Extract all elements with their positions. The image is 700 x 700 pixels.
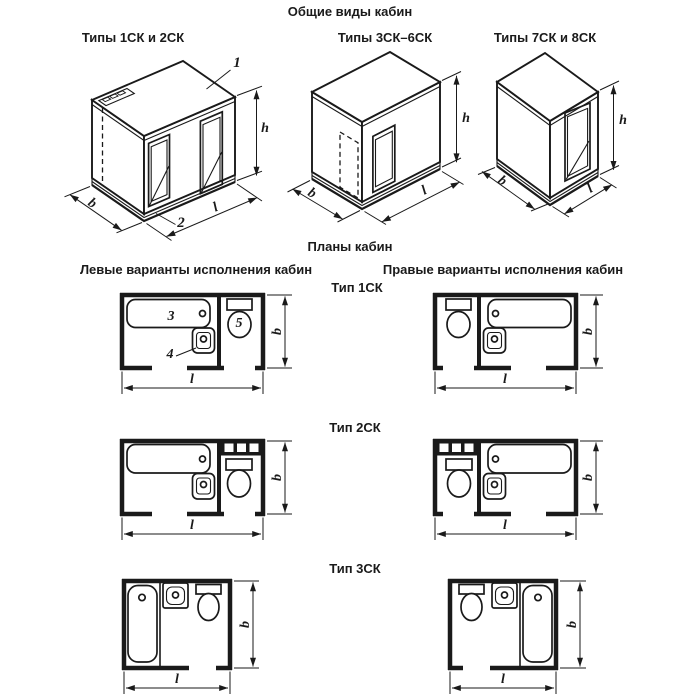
bathtub — [523, 586, 552, 663]
toilet-cistern — [459, 585, 484, 595]
vent-slot — [225, 444, 234, 453]
plan-type2-right — [433, 439, 603, 540]
title-left-variants: Левые варианты исполнения кабин — [79, 262, 313, 277]
dim-label-b: b — [565, 621, 580, 628]
toilet-bowl — [228, 470, 251, 497]
dim-label-l: l — [419, 183, 430, 199]
dim-label-b: b — [494, 173, 510, 190]
dim-label-h: h — [619, 113, 627, 128]
toilet-bowl — [198, 594, 219, 621]
washbasin — [484, 328, 506, 353]
callout-4-leader — [176, 348, 196, 356]
dim-label-b: b — [304, 185, 319, 202]
title-plans: Планы кабин — [307, 239, 393, 254]
dim-label-l: l — [190, 518, 194, 533]
dim-label-l: l — [584, 181, 596, 197]
toilet-cistern — [226, 459, 252, 470]
title-right-variants: Правые варианты исполнения кабин — [382, 262, 624, 277]
toilet-cistern — [446, 299, 471, 310]
dim-label-b: b — [581, 474, 596, 481]
toilet-cistern — [227, 299, 252, 310]
dim-label-l: l — [210, 200, 221, 216]
plan-label-type-2: Тип 2СК — [329, 420, 381, 435]
callout-base-pallet: 2 — [177, 215, 185, 231]
isometric-cabin-types-7-8 — [478, 53, 627, 217]
toilet-cistern — [196, 585, 221, 595]
toilet-bowl — [448, 470, 471, 497]
plan-type3-right — [448, 579, 586, 694]
plan-type1-right — [433, 293, 603, 394]
dim-label-l: l — [503, 372, 507, 387]
title-general-views: Общие виды кабин — [287, 4, 413, 19]
dim-label-b: b — [238, 621, 253, 628]
plan-type2-left — [120, 439, 292, 540]
h-extension-lines — [600, 81, 619, 175]
dim-label-l: l — [175, 672, 179, 687]
bathtub — [127, 445, 210, 474]
vent-slot — [440, 444, 449, 453]
plan-label-type-3: Тип 3СК — [329, 561, 381, 576]
callout-bathtub: 3 — [167, 309, 175, 324]
bathtub — [488, 300, 571, 328]
callout-washbasin: 4 — [166, 347, 174, 362]
dim-label-l: l — [190, 372, 194, 387]
bathtub — [488, 445, 571, 474]
plan-type1-left — [120, 293, 292, 394]
washbasin — [193, 474, 215, 500]
vent-slot — [237, 444, 246, 453]
isometric-cabin-types-1-2 — [65, 55, 270, 241]
callout-2-leader — [156, 214, 176, 225]
dim-label-l: l — [501, 672, 505, 687]
plan-label-type-1: Тип 1СК — [331, 280, 383, 295]
toilet-cistern — [446, 459, 472, 470]
bathtub — [128, 586, 157, 663]
dim-label-h: h — [261, 121, 269, 136]
callout-toilet: 5 — [235, 316, 243, 331]
vent-slot — [452, 444, 461, 453]
dim-label-h: h — [462, 111, 470, 126]
dim-label-b: b — [84, 195, 100, 212]
callout-cabin-shell: 1 — [233, 55, 241, 71]
toilet-bowl — [461, 594, 482, 621]
dim-label-b: b — [270, 328, 285, 335]
dim-label-b: b — [581, 328, 596, 335]
toilet-bowl — [447, 312, 470, 338]
label-types-1-2: Типы 1СК и 2СК — [81, 30, 185, 45]
dim-label-l: l — [503, 518, 507, 533]
washbasin — [193, 328, 215, 353]
h-extension-lines — [237, 86, 262, 180]
h-extension-lines — [442, 72, 461, 168]
washbasin — [484, 474, 506, 500]
vent-slot — [250, 444, 259, 453]
vent-slot — [465, 444, 474, 453]
label-types-7-8: Типы 7СК и 8СК — [493, 30, 597, 45]
plan-type3-left — [122, 579, 259, 694]
dim-label-b: b — [270, 474, 285, 481]
label-types-3-6: Типы 3СК–6СК — [337, 30, 433, 45]
isometric-cabin-types-3-6 — [288, 52, 471, 225]
